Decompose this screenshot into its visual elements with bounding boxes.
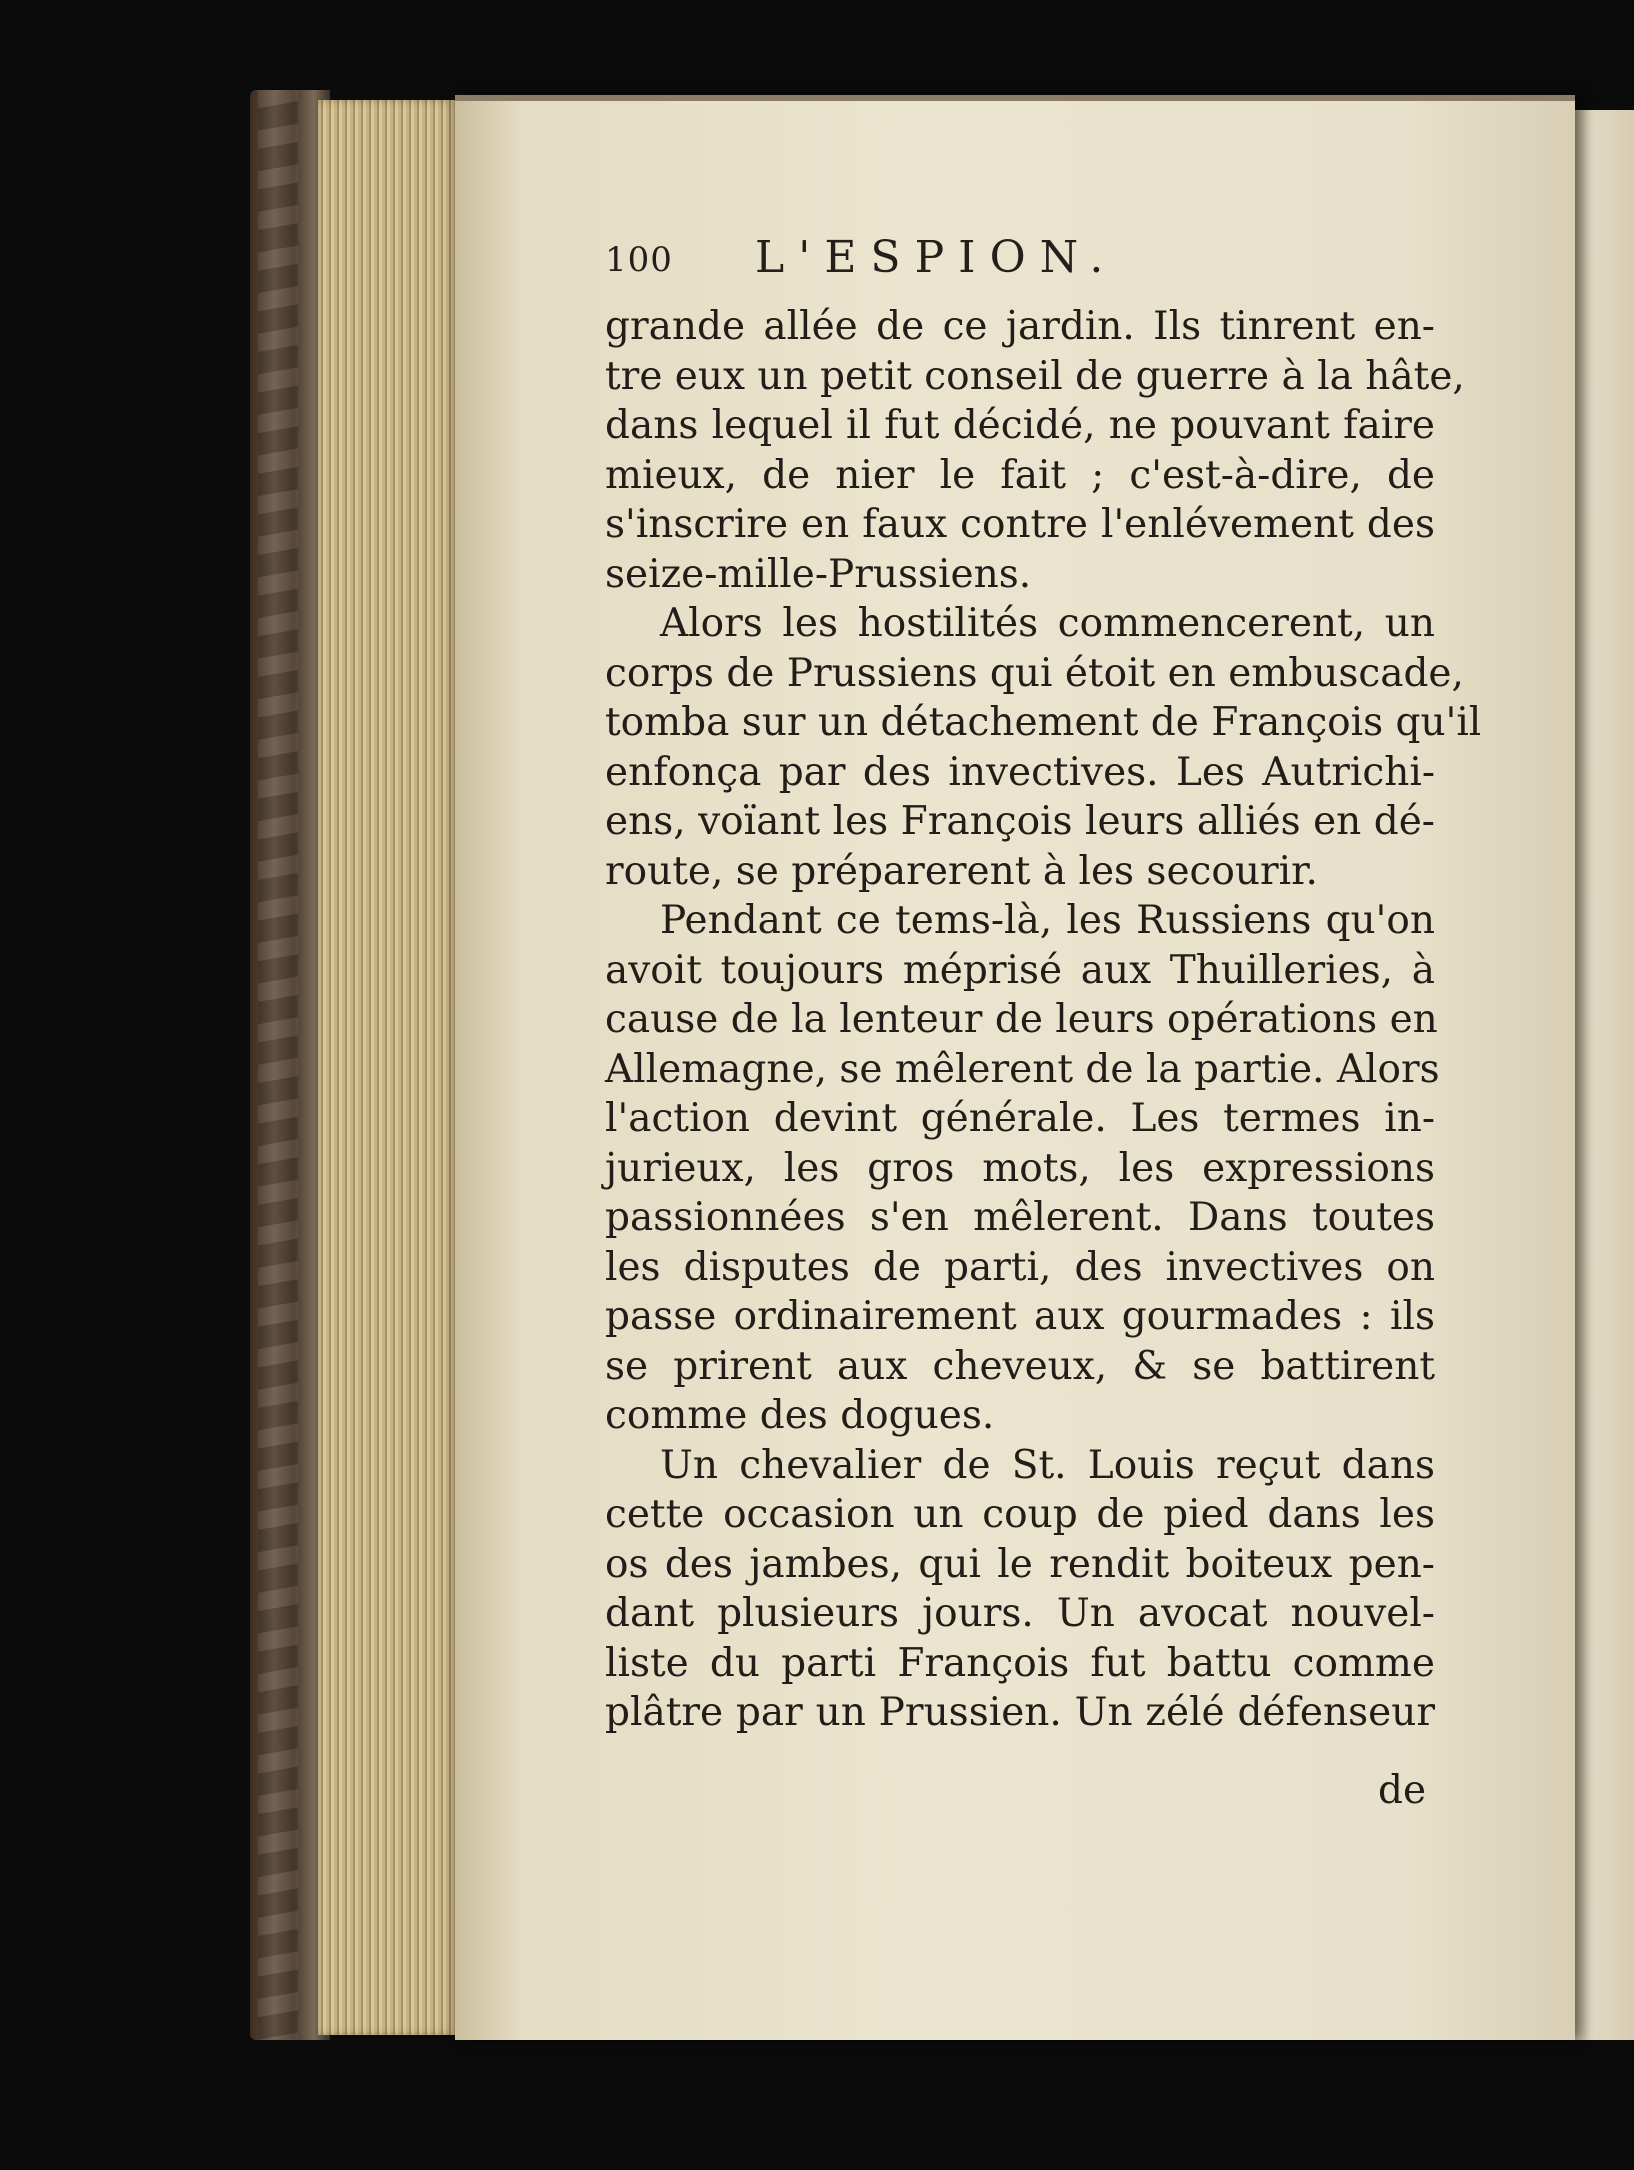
text-line: avoit toujours méprisé aux Thuilleries, à — [605, 947, 1435, 993]
facing-page-edge — [1570, 110, 1634, 2040]
text-line: seize-mille-Prussiens. — [605, 551, 1032, 597]
text-line: route, se préparerent à les secourir. — [605, 848, 1318, 894]
text-line: Pendant ce tems-là, les Russiens qu'on — [660, 898, 1435, 943]
text-line: Un chevalier de St. Louis reçut dans — [660, 1442, 1435, 1488]
text-line: s'inscrire en faux contre l'enlévement des — [605, 502, 1435, 547]
text-line: cause de la lenteur de leurs opérations en — [605, 997, 1438, 1042]
text-line: plâtre par un Prussien. Un zélé défenseur — [605, 1690, 1435, 1735]
text-line: ens, voïant les François leurs alliés en dé- — [605, 799, 1435, 844]
text-line: dant plusieurs jours. Un avocat nouvel- — [605, 1591, 1435, 1636]
page-header — [605, 232, 1395, 292]
text-line: mieux, de nier le fait ; c'est-à-dire, de — [605, 452, 1435, 498]
text-line: Alors les hostilités commencerent, un — [660, 601, 1435, 646]
text-line: les disputes de parti, des invectives on — [605, 1244, 1435, 1290]
text-line: grande allée de ce jardin. Ils tinrent en- — [605, 304, 1435, 349]
text-line: comme des dogues. — [605, 1393, 995, 1438]
text-line: jurieux, les gros mots, les expressions — [605, 1145, 1435, 1191]
text-line: l'action devint générale. Les termes in- — [605, 1096, 1435, 1141]
text-line: passionnées s'en mêlerent. Dans toutes — [605, 1195, 1435, 1240]
text-line: passe ordinairement aux gourmades : ils — [605, 1294, 1435, 1339]
text-line: dans lequel il fut décidé, ne pouvant faire — [605, 403, 1435, 448]
text-line: os des jambes, qui le rendit boiteux pen- — [605, 1541, 1435, 1587]
text-line: tre eux un petit conseil de guerre à la hâte, — [605, 353, 1465, 399]
text-line: enfonça par des invectives. Les Autrichi- — [605, 749, 1435, 795]
catchword: de — [1378, 1768, 1427, 1813]
text-line: Allemagne, se mêlerent de la partie. Alors — [605, 1046, 1440, 1092]
body-text — [605, 302, 1482, 1738]
running-title: L'ESPION. — [755, 232, 1118, 283]
text-line: tomba sur un détachement de François qu'il — [605, 700, 1482, 745]
page-block-edges — [318, 100, 458, 2035]
text-line: se prirent aux cheveux, & se battirent — [605, 1343, 1435, 1389]
page-number: 100 — [605, 240, 673, 280]
text-line: liste du parti François fut battu comme — [605, 1640, 1435, 1686]
text-line: corps de Prussiens qui étoit en embuscade, — [605, 650, 1464, 696]
text-line: cette occasion un coup de pied dans les — [605, 1492, 1435, 1537]
